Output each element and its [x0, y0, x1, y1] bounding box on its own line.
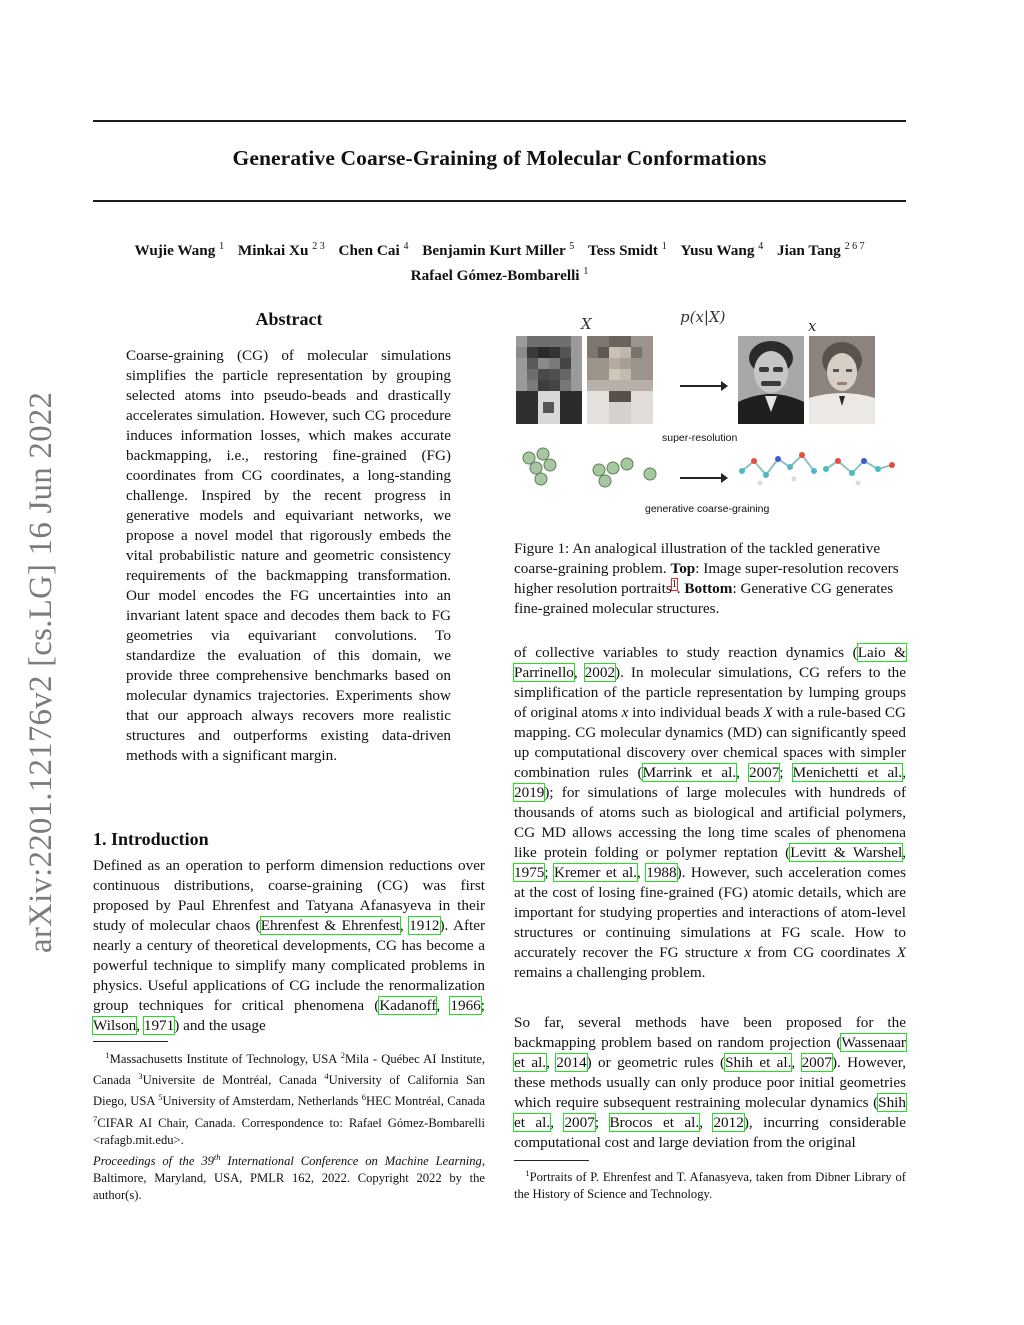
proceedings-venue [93, 1154, 482, 1168]
abstract-paragraph: Coarse-graining (CG) of molecular simulations simplifies the particle representation by grouping selected atoms into pseudo-beads and drastically accelerates simulation. However, such CG procedure induces information losses, which makes accurate backmapping, i.e., restoring fine-grained (FG) coordinates from CG coordinates, a long-standing challenge. Inspired by the recent progress in generative models and equivariant networks, we propose a novel model that rigorously embeds the vital probabilistic nature and geometric consistency requirements of the backmapping transformation. Our model encodes the FG uncertainties into an invariant latent space and decodes them back to FG geometries via equivariant convolutions. To standardize the evaluation of this domain, we provide three comprehensive benchmarks based on molecular dynamics trajectories. Experiments show that our approach always recovers more realistic structures and outperforms existing data-driven methods with a significant margin. [126, 347, 451, 764]
atom [811, 468, 817, 474]
footnote-mark: 7 [93, 1113, 98, 1124]
atom [889, 462, 895, 468]
atom [787, 464, 793, 470]
footnote-mark: 4 [324, 1071, 329, 1082]
pixelated-portrait-image [516, 336, 582, 424]
text-run: , [136, 1017, 144, 1034]
author [422, 242, 574, 259]
citation-link[interactable]: Levitt & Warshel [790, 844, 903, 861]
math-symbol: x [744, 944, 752, 961]
figure-label-cg: X [581, 315, 592, 333]
citation-link[interactable]: 1988 [646, 864, 677, 881]
text-run: , [902, 844, 906, 861]
text-run: , [699, 1114, 714, 1131]
text-run: , [546, 1054, 557, 1071]
citation-link[interactable]: Ehrenfest & Ehrenfest [260, 917, 400, 934]
citation-link[interactable]: 2012 [713, 1114, 744, 1131]
figure-1 [514, 305, 906, 520]
text-run: International Conference on Machine Learning [220, 1154, 482, 1169]
cg-beads-illustration [514, 442, 674, 502]
atom [861, 458, 867, 464]
math-symbol: X [896, 944, 906, 961]
low-res-portrait-afanasyeva [587, 336, 653, 424]
text-run: ), incurring considerable computational cost and large deviation from the original [514, 1114, 907, 1151]
cg-bead [644, 468, 656, 480]
abstract-heading: Abstract [255, 309, 323, 329]
citation-link[interactable]: 2002 [584, 664, 616, 681]
atom [856, 481, 861, 486]
affiliation: Mila - Québec AI Institute, Canada [93, 1052, 485, 1088]
text-run: , [636, 864, 647, 881]
text-run: ) and the usage [174, 1017, 266, 1034]
citation-link[interactable]: 2007 [564, 1114, 595, 1131]
cg-bead [593, 464, 605, 476]
affiliation: University of California San Diego, USA [93, 1073, 485, 1109]
citation-link[interactable]: Shih et al. [725, 1054, 792, 1071]
text-run: ). After nearly a century of theoretical developments, CG has become a powerful technique to simplify many complicated problems in physics. Useful applications of CG include the renormalization group techniques for critical phenomena ( [93, 917, 486, 1014]
author-name: Chen Cai [338, 242, 400, 260]
text-run: with a rule-based CG mapping. CG molecular dynamics (MD) can significantly speed up computational discovery over chemical spaces with simpler combination rules ( [514, 704, 907, 781]
atom [835, 458, 841, 464]
author-name: Wujie Wang [134, 242, 216, 260]
citation-link[interactable]: Marrink et al. [642, 764, 737, 781]
title-bottom-rule [93, 200, 906, 202]
citation-link[interactable]: 1966 [450, 997, 481, 1014]
figure-label-fg: x [808, 317, 817, 335]
caption-keyword-top: Top [670, 560, 696, 577]
fg-molecule-illustration [734, 431, 906, 511]
text-run: : Image super-resolution recovers higher resolution portraits [514, 560, 899, 597]
text-run: Figure 1: An analogical illustration of the tackled generative coarse-graining problem. [514, 540, 881, 577]
footnote-mark: 1 [525, 1168, 530, 1178]
text-run: ; [594, 1114, 610, 1131]
text-run: , [736, 764, 749, 781]
arxiv-identifier-stamp: arXiv:2201.12176v2 [cs.LG] 16 Jun 2022 [23, 391, 59, 953]
figure-label-conditional: p(x|X) [680, 308, 726, 326]
text-run: , [436, 997, 451, 1014]
text-run: ) or geometric rules ( [586, 1054, 726, 1071]
arrow-icon [680, 477, 726, 479]
citation-link[interactable]: Kadanoff [379, 997, 437, 1014]
author-affiliation-mark: 2 6 7 [844, 241, 865, 252]
author [777, 242, 865, 259]
author-affiliation-mark: 4 [403, 241, 409, 252]
atom [763, 472, 769, 478]
citation-link[interactable]: Wassenaar et al. [514, 1034, 906, 1071]
cg-bead [537, 448, 549, 460]
affiliation: Massachusetts Institute of Technology, USA [109, 1052, 341, 1067]
title-top-rule [93, 120, 906, 122]
atom [799, 452, 805, 458]
text-run: , [573, 664, 585, 681]
portrait-image [809, 336, 875, 424]
citation-link[interactable]: Laio & Parrinello [514, 644, 906, 681]
proceedings-note [93, 1149, 485, 1204]
author-name: Yusu Wang [680, 242, 755, 260]
text-run: ); for simulations of large molecules with hundreds of thousands of atoms such as biological and artificial polymers, CG MD allows accessing the long time scales of phenomena like protein folding or polymer reptation ( [514, 784, 906, 861]
citation-link[interactable]: Kremer et al. [554, 864, 637, 881]
high-res-portrait-ehrenfest [738, 336, 804, 424]
text-run: Defined as an operation to perform dimension reductions over continuous distributions, coarse-graining (CG) was first proposed by Paul Ehrenfest and Tatyana Afanasyeva in their study of molecular chaos ( [93, 857, 485, 934]
author-affiliation-mark: 1 [661, 241, 667, 252]
generative-cg-label: generative coarse-graining [645, 503, 770, 515]
citation-link[interactable]: 1975 [514, 864, 545, 881]
cg-bead [535, 473, 547, 485]
author-affiliation-mark: 1 [219, 241, 225, 252]
footnote-divider [93, 1041, 168, 1042]
portrait-image [738, 336, 804, 424]
citation-link[interactable]: 2007 [801, 1054, 832, 1071]
citation-link[interactable]: 2007 [748, 764, 780, 781]
text-run: from CG coordinates [751, 944, 897, 961]
atom [739, 468, 745, 474]
citation-link[interactable]: Shih et al. [514, 1094, 906, 1131]
section-heading-introduction: 1. Introduction [93, 829, 209, 849]
author-affiliation-mark: 4 [758, 241, 764, 252]
author-affiliation-mark: 5 [569, 241, 575, 252]
citation-link[interactable]: 2014 [556, 1054, 587, 1071]
footnote-mark: 1 [105, 1050, 110, 1060]
body-paragraph [514, 1013, 906, 1153]
citation-link[interactable]: Menichetti et al. [792, 764, 903, 781]
affiliations-footnote [93, 1047, 485, 1149]
author [411, 267, 589, 284]
abstract-text [126, 346, 451, 766]
text-run: , [550, 1114, 565, 1131]
citation-link[interactable]: 1971 [143, 1017, 175, 1034]
portrait-footnote [514, 1165, 906, 1203]
low-res-portrait-ehrenfest [516, 336, 582, 424]
author-name: Benjamin Kurt Miller [422, 242, 566, 260]
author [238, 242, 325, 259]
citation-link[interactable]: 2019 [514, 784, 545, 801]
author [681, 242, 764, 259]
atom [758, 481, 763, 486]
text-run: ). In molecular simulations, CG refers to the simplification of the particle representation by lumping groups of original atoms [514, 664, 906, 721]
citation-link[interactable]: Brocos et al. [609, 1114, 700, 1131]
footnote-mark: 3 [138, 1071, 143, 1082]
cg-bead [530, 462, 542, 474]
footnote-divider [514, 1160, 589, 1161]
text-run: ; [480, 997, 485, 1014]
cg-bead [621, 458, 633, 470]
cg-bead [599, 475, 611, 487]
author-list [93, 236, 906, 286]
cg-bead [544, 459, 556, 471]
text-run: remains a challenging problem. [514, 964, 706, 981]
cg-bead [607, 462, 619, 474]
text-run: : Generative CG generates fine-grained molecular structures. [514, 580, 894, 617]
ordinal-suffix: th [213, 1152, 221, 1162]
affiliation: University of Amsterdam, Netherlands [162, 1094, 362, 1109]
text-run: , [399, 917, 410, 934]
footnote-mark: 2 [340, 1050, 345, 1060]
text-run: So far, several methods have been proposed for the backmapping problem based on random projection ( [514, 1014, 906, 1051]
text-run: ). However, these methods usually can only produce poor initial geometries which require subsequent restraining molecular dynamics ( [514, 1054, 907, 1111]
footnote-mark: 6 [361, 1092, 366, 1103]
text-run: ; [544, 864, 555, 881]
author-affiliation-mark: 2 3 [312, 241, 325, 252]
author [339, 242, 409, 259]
atom [751, 458, 757, 464]
text-run: Proceedings of the 39 [93, 1154, 214, 1169]
author-affiliation-mark: 1 [583, 266, 589, 278]
atom [849, 470, 855, 476]
affiliation: HEC Montréal, Canada [365, 1094, 485, 1109]
atom [823, 466, 829, 472]
text-run: of collective variables to study reaction dynamics ( [514, 644, 858, 661]
intro-paragraph [93, 856, 485, 1036]
math-symbol: x [621, 704, 629, 721]
paper-title: Generative Coarse-Graining of Molecular Conformations [232, 146, 767, 170]
caption-keyword-bottom: Bottom [684, 580, 733, 597]
pixelated-portrait-image [587, 336, 653, 424]
text-run: , [902, 764, 906, 781]
figure-caption [514, 539, 906, 619]
body-paragraph [514, 643, 906, 983]
footnote-text: Portraits of P. Ehrenfest and T. Afanasyeva, taken from Dibner Library of the History of Science and Technology. [514, 1170, 906, 1202]
author-name: Minkai Xu [237, 242, 309, 260]
affiliation: Universite de Montréal, Canada [142, 1073, 325, 1088]
text-run: ; [779, 764, 793, 781]
footnote-link[interactable]: 1 [671, 578, 677, 590]
author-name: Jian Tang [777, 242, 841, 260]
text-run: , Baltimore, Maryland, USA, PMLR 162, 2022. Copyright 2022 by the author(s). [93, 1154, 485, 1203]
citation-link[interactable]: 1912 [409, 917, 440, 934]
citation-link[interactable]: Wilson [93, 1017, 137, 1034]
super-resolution-label: super-resolution [662, 432, 738, 444]
text-run: ). However, such acceleration comes at the cost of losing fine-grained (FG) atomic details, which are important for studying properties and interactions of atom-level structures or continuing simulations at FG scale. How to accurately recover the FG structure [514, 864, 906, 961]
high-res-portrait-afanasyeva [809, 336, 875, 424]
author [588, 242, 667, 259]
text-run: into individual beads [628, 704, 764, 721]
text-run: . [676, 580, 685, 597]
author-name: Rafael Gómez-Bombarelli [410, 267, 580, 285]
math-symbol: X [763, 704, 773, 721]
text-run: , [791, 1054, 802, 1071]
atom [792, 477, 797, 482]
atom [875, 466, 881, 472]
footnote-mark: 5 [158, 1092, 163, 1103]
author-name: Tess Smidt [588, 242, 658, 260]
author [134, 242, 224, 259]
arrow-icon [680, 385, 726, 387]
affiliation: CIFAR AI Chair, Canada. Correspondence to: Rafael Gómez-Bombarelli <rafagb.mit.edu>. [93, 1115, 485, 1147]
atom [775, 456, 781, 462]
